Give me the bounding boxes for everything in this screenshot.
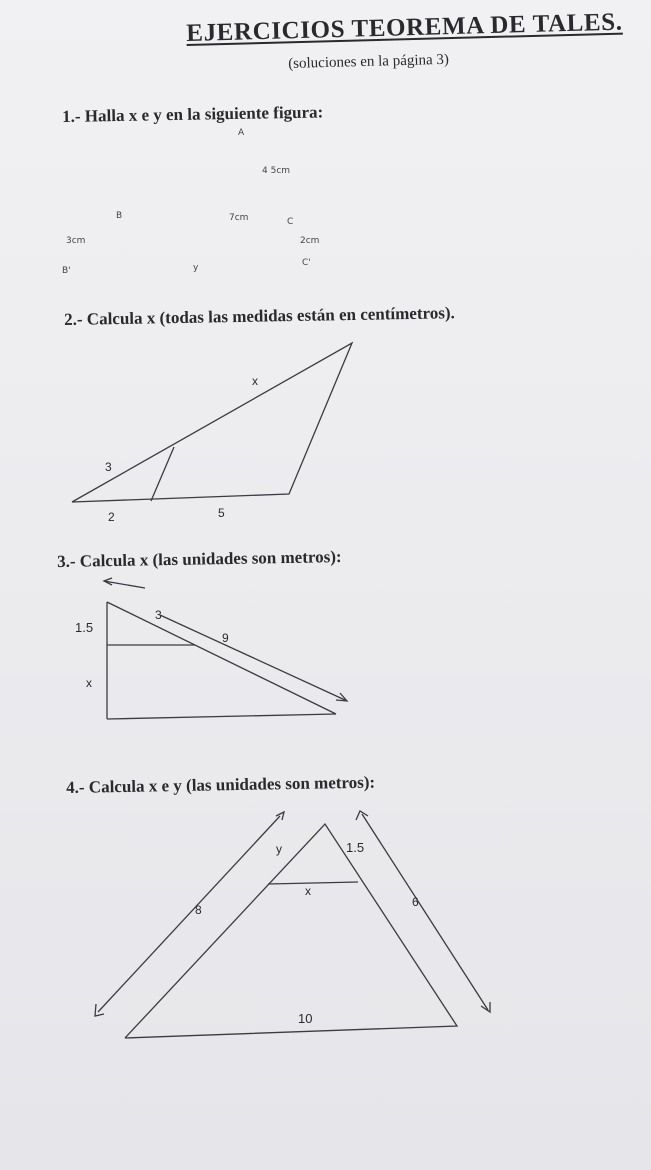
ex4-label-left: 8 [195,903,202,917]
ex4-parallel-segment [268,882,358,884]
ex1-side-right: 2cm [300,236,320,246]
ex3-label-hyp: 9 [222,631,229,645]
document-subtitle: (soluciones en la página 3) [288,51,450,72]
ex4-outer-triangle [125,824,457,1038]
ex3-hypotenuse [107,602,336,714]
exercise-4-heading: 4.- Calcula x e y (las unidades son metros): [66,772,376,797]
ex1-vertex-b: B [116,211,123,221]
ex4-label-y: y [276,842,282,856]
ex3-label-top-mid: 3 [155,608,162,622]
ex4-label-top-right: 1.5 [346,840,365,855]
ex1-vertex-c: C [287,217,294,227]
exercise-2-heading: 2.- Calcula x (todas las medidas están en centímetros). [64,303,455,329]
ex2-label-base-left: 2 [108,510,115,524]
ex2-label-base-right: 5 [218,506,225,520]
ex1-side-mid: 7cm [229,213,249,223]
ex2-triangle-figure [72,343,352,502]
ex2-outer-triangle [72,343,352,502]
exercise-3-heading: 3.- Calcula x (las unidades son metros): [57,547,342,571]
exercise-1-heading: 1.- Halla x e y en la siguiente figura: [62,102,324,126]
ex3-label-x: x [86,676,92,690]
ex3-figure [104,578,347,719]
ex3-label-top-left: 1.5 [75,620,94,635]
ex4-label-right: 6 [412,895,419,909]
ex1-vertex-b-prime: B' [62,266,71,276]
ex1-side-bottom: y [193,263,199,273]
ex4-label-base: 10 [298,1011,313,1026]
ex1-side-top: 4 5cm [262,166,291,176]
document-title: EJERCICIOS TEOREMA DE TALES. [186,8,623,47]
ex4-label-x: x [305,884,311,898]
ex2-label-side: 3 [105,460,112,474]
ex3-base [107,714,336,719]
ex1-vertex-c-prime: C' [302,258,311,268]
ex4-figure [95,811,490,1038]
ex4-right-arrowhead-top [356,811,368,820]
ex4-left-arrow-line [98,816,280,1012]
ex1-side-left: 3cm [66,236,86,246]
ex3-hyp-arrow-line [160,615,345,700]
ex1-vertex-a: A [238,128,245,138]
ex2-label-x: x [252,374,258,388]
ex4-right-arrow-line [362,814,488,1010]
